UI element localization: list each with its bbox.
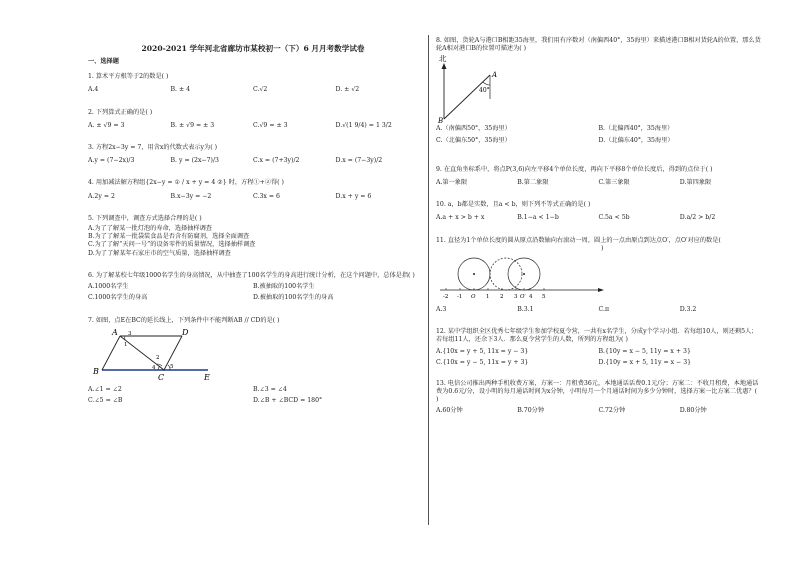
question-11 xyxy=(436,237,761,315)
tick-label: 5 xyxy=(542,294,546,301)
option-d[interactable]: D.80分钟 xyxy=(679,406,707,414)
question-5 xyxy=(88,215,418,258)
option-d[interactable]: D.{10y = x + 5, 11y = x − 3} xyxy=(598,358,692,366)
option-d[interactable]: D.√(1 9/4) = 1 3/2 xyxy=(335,121,392,129)
option-d[interactable]: D.∠B + ∠BCD = 180° xyxy=(253,396,323,404)
tick-label: O xyxy=(471,294,476,301)
option-b[interactable]: B. ± 4 xyxy=(170,86,191,94)
option-d[interactable]: D.为了了解某年石家庄市的空气质量，选择抽样调查 xyxy=(88,249,231,257)
option-d[interactable]: D.x = (7−3y)/2 xyxy=(335,157,383,165)
option-d[interactable]: D. ± √2 xyxy=(335,86,360,94)
question-stem: 13. 电信公司推出两种手机收费方案，方案一：月租费36元，本地通话话费0.1元/分；方案二：不收月租费，本地通话费为0.6元/分，设小明的每月通话时间为x分钟，小明每月一个月通话时间为多少分钟时，选择方案一比方案二优惠？( ) xyxy=(436,380,759,404)
label-d: D xyxy=(182,327,189,337)
tick-label: O′ xyxy=(520,294,526,301)
option-a[interactable]: A.（南偏西50°，35海里） xyxy=(436,125,511,133)
label-b: B xyxy=(93,366,99,376)
option-a[interactable]: A.∠1 = ∠2 xyxy=(88,385,122,393)
question-stem: 9. 在直角坐标系中，将点P(3,6)向左平移4个单位长度，再向下平移8个单位长度后，得到的点位于( ) xyxy=(436,165,713,173)
question-options xyxy=(88,225,418,258)
option-c[interactable]: C.{10x = y − 5, 11x = y + 3} xyxy=(436,358,529,366)
left-column xyxy=(88,44,418,408)
question-1 xyxy=(88,73,418,94)
option-a[interactable]: A.为了了解某一批灯泡的寿命，选择抽样调查 xyxy=(88,225,212,233)
option-d[interactable]: D.3.2 xyxy=(679,306,697,314)
option-a[interactable]: A.第一象限 xyxy=(436,179,468,187)
tick-label: 3 xyxy=(514,294,518,301)
option-b[interactable]: B.被抽取的100名学生 xyxy=(253,283,315,291)
option-b[interactable]: B. ± √9 = ± 3 xyxy=(170,121,215,129)
question-options xyxy=(88,283,418,305)
question-stem: 4. 用加减法解方程组{2x−y = ① / x + y = 4 ②} 时，方程①+②得( ) xyxy=(88,179,284,187)
right-column xyxy=(436,37,761,415)
question-stem: 3. 方程2x−3y = 7，用含x的代数式表示y为( ) xyxy=(88,144,217,152)
option-c[interactable]: C.72分钟 xyxy=(598,406,626,414)
tick-label: -2 xyxy=(443,294,449,301)
question-options xyxy=(436,214,761,222)
option-c[interactable]: C.x = (7+3y)/2 xyxy=(253,157,300,165)
question-2 xyxy=(88,109,418,130)
question-stem: 11. 直径为1个单位长度的圆从原点沿数轴向右滚动一周，圆上的一点由原点到达点O′，点O′对应的数是( xyxy=(436,236,721,244)
question-stem: 6. 为了解某校七年级1000名学生的身高情况，从中抽查了100名学生的身高进行统计分析，在这个问题中，总体是指( ) xyxy=(88,271,415,279)
question-6 xyxy=(88,272,418,306)
option-c[interactable]: C.√2 xyxy=(253,86,268,94)
question-options xyxy=(88,193,418,201)
option-a[interactable]: A.y = (7−2x)/3 xyxy=(88,157,135,165)
label-a: A xyxy=(112,327,118,337)
tick-label: 2 xyxy=(500,294,504,301)
tick-label: 1 xyxy=(486,294,490,301)
figure-compass xyxy=(438,53,528,123)
question-8 xyxy=(436,37,761,148)
option-b[interactable]: B. y = (2x−7)/3 xyxy=(170,157,219,165)
point-a-label: A xyxy=(492,71,498,80)
option-a[interactable]: A. ± √9 = 3 xyxy=(88,121,125,129)
question-10 xyxy=(436,201,761,222)
point-b-label: B xyxy=(438,117,444,124)
option-a[interactable]: A.3 xyxy=(436,306,447,314)
question-stem: 2. 下列算式正确的是( ) xyxy=(88,108,153,116)
option-c[interactable]: C.∠5 = ∠B xyxy=(88,396,123,404)
tick-label: -1 xyxy=(457,294,463,301)
option-c[interactable]: C.为了了解“天问一号”的设备零件的质量情况，选择抽样调查 xyxy=(88,241,256,249)
option-d[interactable]: D.a/2 > b/2 xyxy=(679,214,716,222)
label-e: E xyxy=(204,372,210,382)
question-stem: 8. 如图，货轮A与港口B相距35海里，我们用有序数对（南偏西40°，35海里）来描述港口B相对货轮A的位置，那么货轮A相对港口B的位置可描述为( ) xyxy=(436,37,761,53)
question-options xyxy=(436,179,761,187)
option-c[interactable]: C.√9 = ± 3 xyxy=(253,121,288,129)
option-d[interactable]: D.（北偏东40°，35海里） xyxy=(598,136,674,144)
option-b[interactable]: B.1−a < 1−b xyxy=(517,214,559,222)
option-d[interactable]: D.x + y = 6 xyxy=(335,192,372,200)
angle-label: 40° xyxy=(479,87,490,95)
question-stem: 1. 算术平方根等于2的数是( ) xyxy=(88,73,169,81)
question-options xyxy=(436,348,761,370)
exam-title: 2020-2021 学年河北省廊坊市某校初一（下）6 月月考数学试卷 xyxy=(141,44,365,53)
angle-2: 2 xyxy=(156,354,160,361)
question-options xyxy=(88,386,418,408)
option-b[interactable]: B.为了了解某一批袋装食品是否含有防腐剂，选择全面调查 xyxy=(88,233,250,241)
angle-3: 3 xyxy=(128,330,132,337)
section-heading: 一、选择题 xyxy=(88,58,119,65)
option-b[interactable]: B.{10y = x − 5, 11y = x + 3} xyxy=(598,347,691,355)
option-c[interactable]: C.5a < 5b xyxy=(598,214,630,222)
column-divider xyxy=(428,35,429,525)
question-options xyxy=(436,125,761,147)
option-a[interactable]: A.4 xyxy=(88,86,99,94)
angle-4: 4 xyxy=(152,364,156,371)
option-a[interactable]: A.1000名学生 xyxy=(88,283,129,291)
question-options xyxy=(88,157,418,165)
option-d[interactable]: D.第四象限 xyxy=(679,179,712,187)
option-b[interactable]: B.∠3 = ∠4 xyxy=(253,385,287,393)
option-a[interactable]: A.a + x > b + x xyxy=(436,214,485,222)
question-options xyxy=(88,122,418,130)
question-3 xyxy=(88,144,418,165)
option-b[interactable]: B.70分钟 xyxy=(517,406,545,414)
angle-5: 5 xyxy=(170,363,174,370)
tick-label: 4 xyxy=(529,294,533,301)
question-options xyxy=(436,407,761,415)
option-b[interactable]: B.x−3y = −2 xyxy=(170,192,212,200)
question-7 xyxy=(88,317,418,408)
question-stem-paren: ) xyxy=(601,244,604,252)
option-b[interactable]: B.3.1 xyxy=(517,306,534,314)
question-stem: 10. a，b都是实数，且a < b，则下列不等式正确的是( ) xyxy=(436,201,591,209)
option-b[interactable]: B.第二象限 xyxy=(517,179,549,187)
option-c[interactable]: C.π xyxy=(598,306,610,314)
option-a[interactable]: A.60分钟 xyxy=(436,406,463,414)
question-stem: 7. 如图，点E在BC的延长线上，下列条件中不能判断AB // CD的是( ) xyxy=(88,317,280,325)
option-a[interactable]: A.2y = 2 xyxy=(88,192,115,200)
question-options xyxy=(436,306,761,314)
option-c[interactable]: C.（北偏东50°，35海里） xyxy=(436,136,511,144)
figure-parallelogram xyxy=(90,326,230,384)
question-stem: 12. 某中学组织全区优秀七年级学生参加学校夏令营，一共有x名学生，分成y个学习小组．若每组10人，则还剩5人；若每组11人，还余下3人．那么夏令营学生的人数，所列的方程组为( ) xyxy=(436,328,758,344)
label-c: C xyxy=(158,372,165,382)
option-c[interactable]: C.第三象限 xyxy=(598,179,630,187)
north-label: 北 xyxy=(439,54,447,64)
question-4 xyxy=(88,179,418,200)
option-a[interactable]: A.{10x = y + 5, 11x = y − 3} xyxy=(436,347,529,355)
option-d[interactable]: D.被抽取的100名学生的身高 xyxy=(253,294,334,302)
question-options xyxy=(88,86,418,94)
figure-number-line xyxy=(438,253,608,305)
option-b[interactable]: B.（北偏西40°，35海里） xyxy=(598,125,674,133)
question-9 xyxy=(436,166,761,187)
option-c[interactable]: C.3x = 6 xyxy=(253,192,280,200)
angle-1: 1 xyxy=(124,341,128,348)
question-13 xyxy=(436,380,761,415)
question-stem: 5. 下列调查中，调查方式选择合理的是( ) xyxy=(88,214,202,222)
option-c[interactable]: C.1000名学生的身高 xyxy=(88,294,148,302)
question-12 xyxy=(436,328,761,370)
